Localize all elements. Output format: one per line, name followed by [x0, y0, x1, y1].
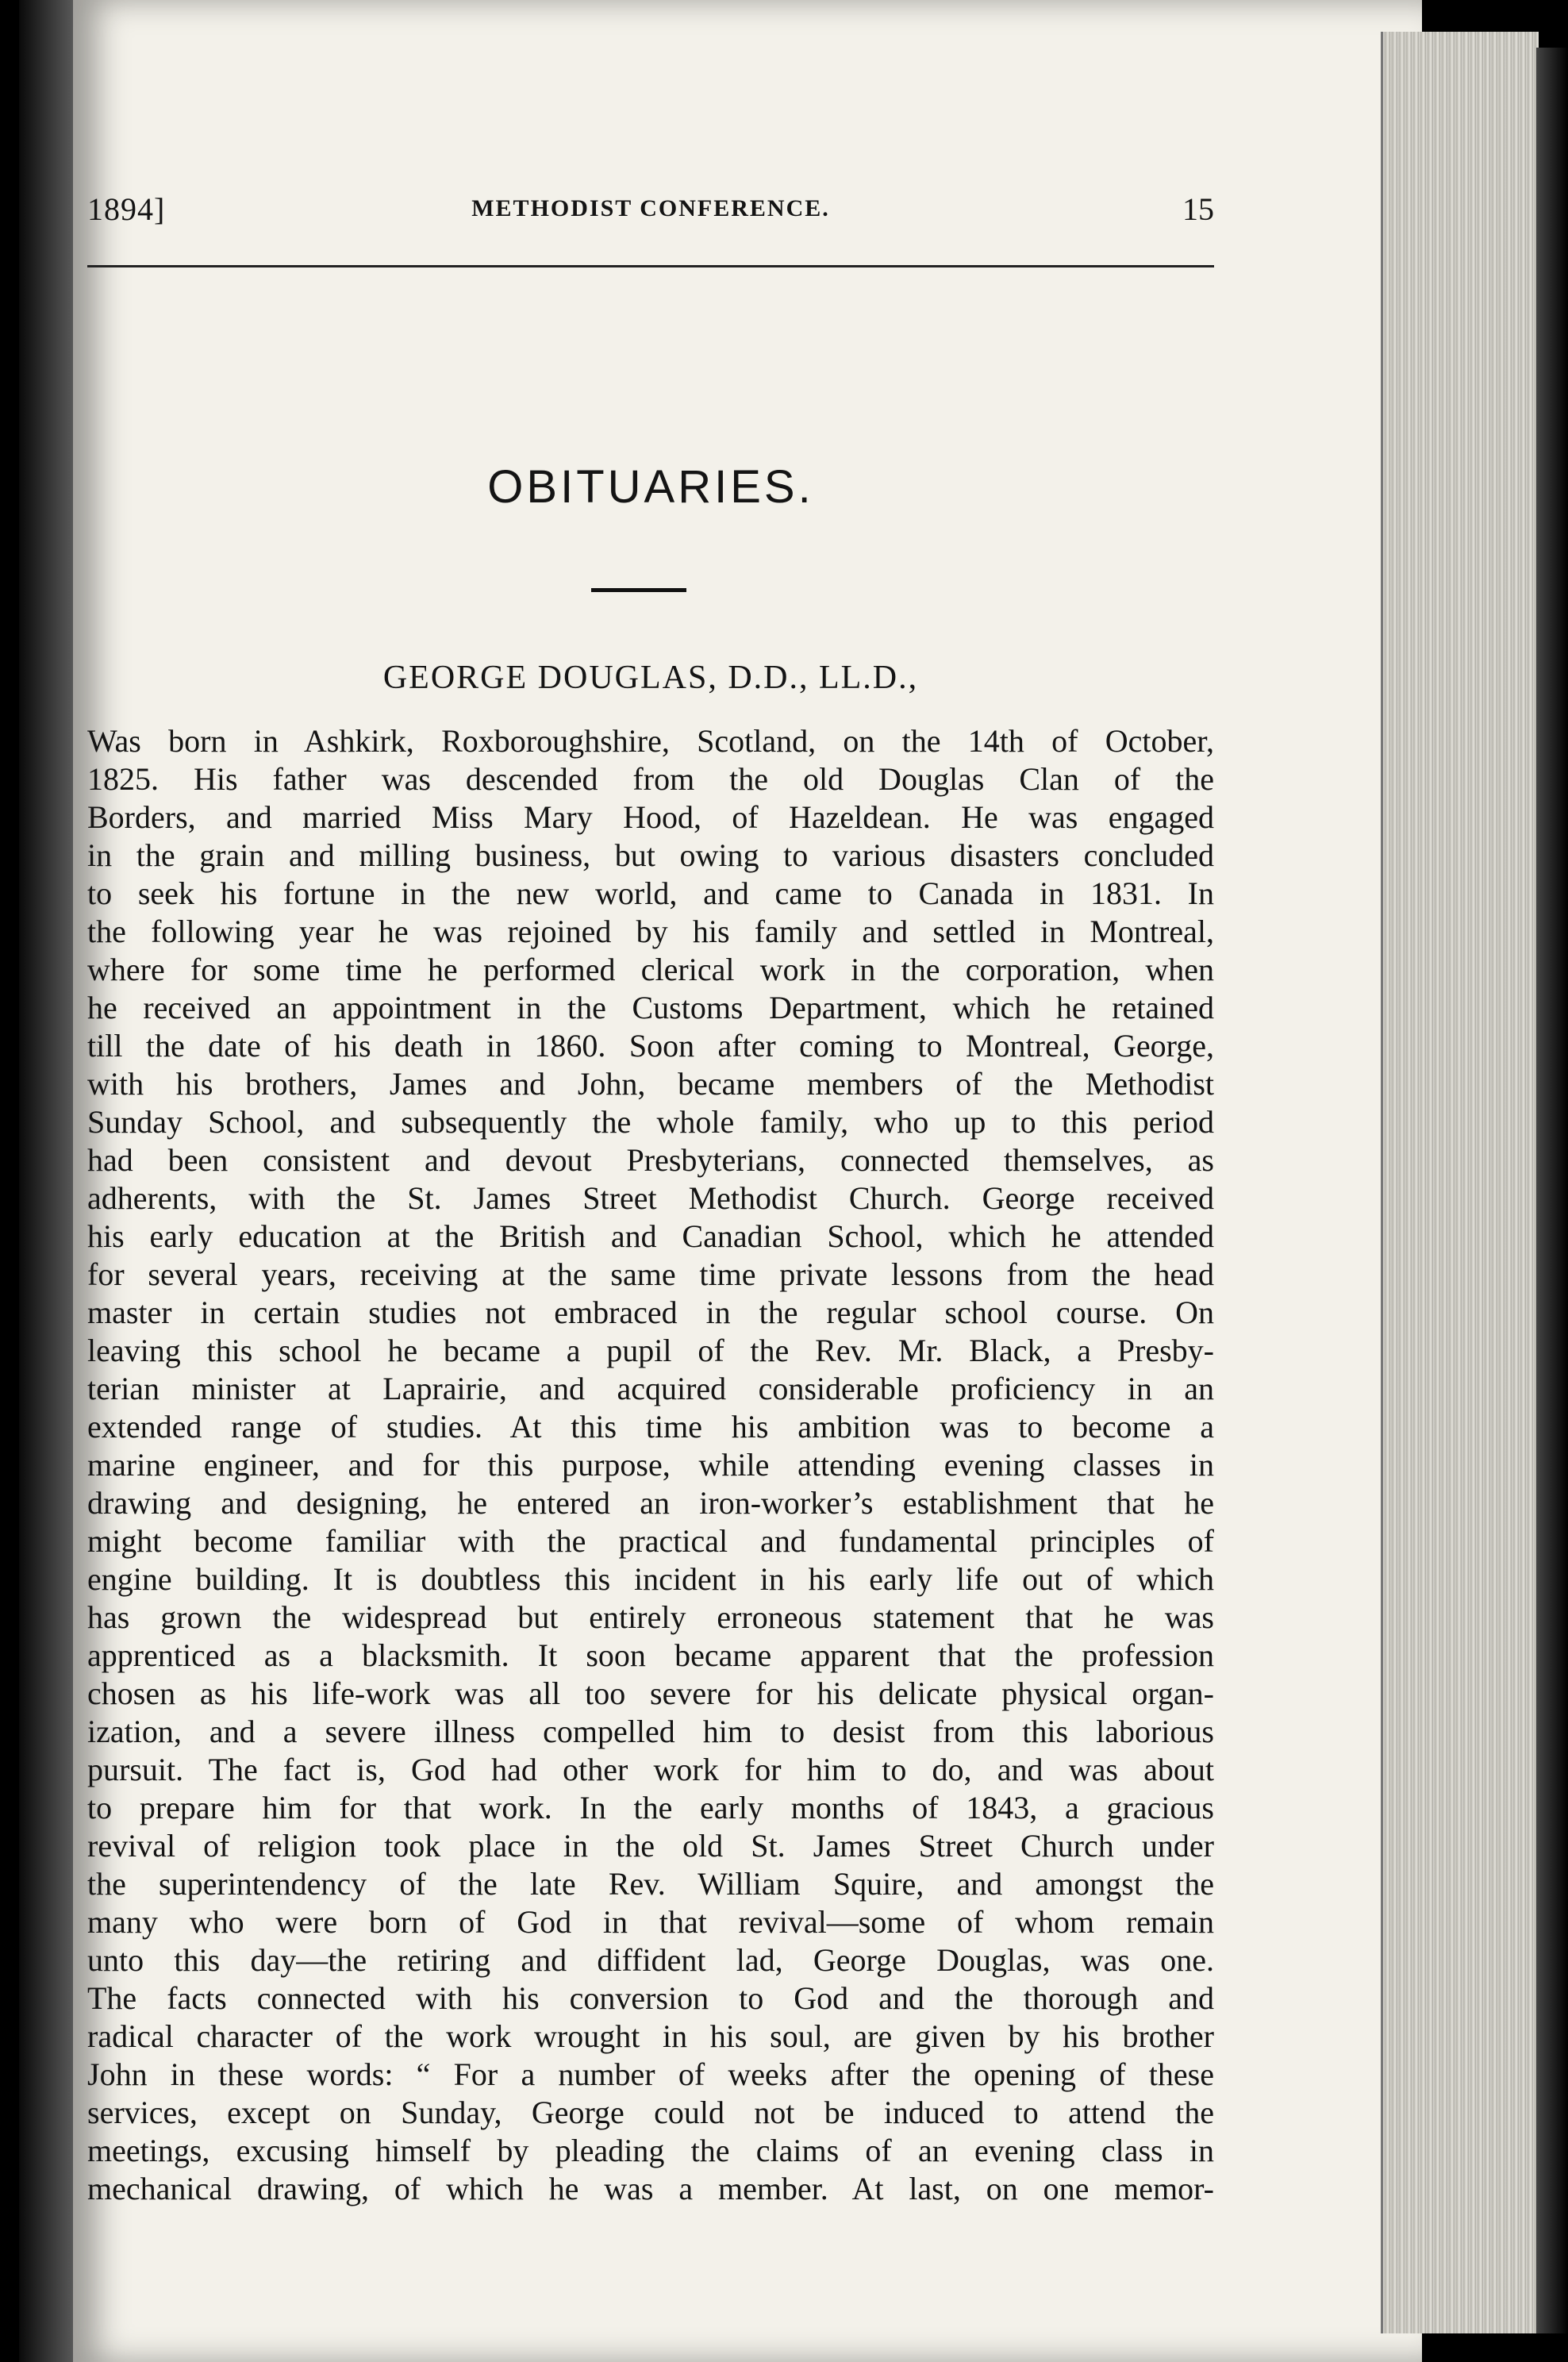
- running-head-year: 1894]: [87, 191, 166, 227]
- obituary-body: [87, 722, 1214, 2208]
- body-line: engine building. It is doubtless this incident in his early life out of which: [87, 1561, 1214, 1597]
- body-line: in the grain and milling business, but owing to various disasters concluded: [87, 837, 1214, 873]
- body-line: revival of religion took place in the old St. James Street Church under: [87, 1828, 1214, 1864]
- body-line: leaving this school he became a pupil of the Rev. Mr. Black, a Presby-: [87, 1333, 1214, 1368]
- book-fore-edge: [1381, 32, 1539, 2333]
- body-line: drawing and designing, he entered an iron-worker’s establishment that he: [87, 1485, 1214, 1521]
- body-line: Sunday School, and subsequently the whole family, who up to this period: [87, 1104, 1214, 1140]
- body-line: had been consistent and devout Presbyterians, connected themselves, as: [87, 1142, 1214, 1178]
- body-line: the superintendency of the late Rev. William Squire, and amongst the: [87, 1866, 1214, 1902]
- body-line: meetings, excusing himself by pleading the claims of an evening class in: [87, 2133, 1214, 2168]
- body-line: to prepare him for that work. In the early months of 1843, a gracious: [87, 1790, 1214, 1825]
- body-line: the following year he was rejoined by his family and settled in Montreal,: [87, 914, 1214, 949]
- body-line: John in these words: “ For a number of weeks after the opening of these: [87, 2056, 1214, 2092]
- body-line: 1825. His father was descended from the old Douglas Clan of the: [87, 761, 1214, 797]
- running-head: [87, 190, 1214, 238]
- body-line: services, except on Sunday, George could not be induced to attend the: [87, 2095, 1214, 2130]
- body-line: ization, and a severe illness compelled him to desist from this laborious: [87, 1714, 1214, 1749]
- section-title: OBITUARIES.: [487, 461, 814, 513]
- body-line: terian minister at Laprairie, and acquired considerable proficiency in an: [87, 1371, 1214, 1406]
- body-line: Borders, and married Miss Mary Hood, of Hazeldean. He was engaged: [87, 799, 1214, 835]
- body-line: adherents, with the St. James Street Methodist Church. George received: [87, 1180, 1214, 1216]
- entry-heading: GEORGE DOUGLAS, D.D., LL.D.,: [382, 660, 919, 696]
- book-page: [87, 0, 1230, 2362]
- body-line: extended range of studies. At this time his ambition was to become a: [87, 1409, 1214, 1445]
- body-line: The facts connected with his conversion to God and the thorough and: [87, 1980, 1214, 2016]
- body-line: with his brothers, James and John, became members of the Methodist: [87, 1066, 1214, 1102]
- body-line: marine engineer, and for this purpose, while attending evening classes in: [87, 1447, 1214, 1483]
- body-line: for several years, receiving at the same time private lessons from the head: [87, 1256, 1214, 1292]
- header-rule: [87, 265, 1214, 267]
- body-line: many who were born of God in that revival—some of whom remain: [87, 1904, 1214, 1940]
- body-line: to seek his fortune in the new world, and came to Canada in 1831. In: [87, 875, 1214, 911]
- body-line: his early education at the British and Canadian School, which he attended: [87, 1218, 1214, 1254]
- body-line: master in certain studies not embraced in the regular school course. On: [87, 1294, 1214, 1330]
- running-head-title: METHODIST CONFERENCE.: [471, 195, 830, 221]
- body-line: might become familiar with the practical and fundamental principles of: [87, 1523, 1214, 1559]
- section-divider: [591, 588, 686, 592]
- body-line: where for some time he performed clerical work in the corporation, when: [87, 952, 1214, 987]
- body-line: till the date of his death in 1860. Soon after coming to Montreal, George,: [87, 1028, 1214, 1064]
- body-line: has grown the widespread but entirely erroneous statement that he was: [87, 1599, 1214, 1635]
- body-line: Was born in Ashkirk, Roxboroughshire, Scotland, on the 14th of October,: [87, 723, 1214, 759]
- body-line: chosen as his life-work was all too severe for his delicate physical organ-: [87, 1675, 1214, 1711]
- body-line: he received an appointment in the Customs Department, which he retained: [87, 990, 1214, 1025]
- page-number: 15: [1182, 191, 1214, 227]
- facing-page-edge: [19, 0, 75, 2362]
- body-line: apprenticed as a blacksmith. It soon became apparent that the profession: [87, 1637, 1214, 1673]
- book-edge-shadow: [1536, 48, 1568, 2333]
- body-line: mechanical drawing, of which he was a member. At last, on one memor-: [87, 2171, 1214, 2206]
- body-line: pursuit. The fact is, God had other work for him to do, and was about: [87, 1752, 1214, 1787]
- body-line: radical character of the work wrought in his soul, are given by his brother: [87, 2018, 1214, 2054]
- body-line: unto this day—the retiring and diffident lad, George Douglas, was one.: [87, 1942, 1214, 1978]
